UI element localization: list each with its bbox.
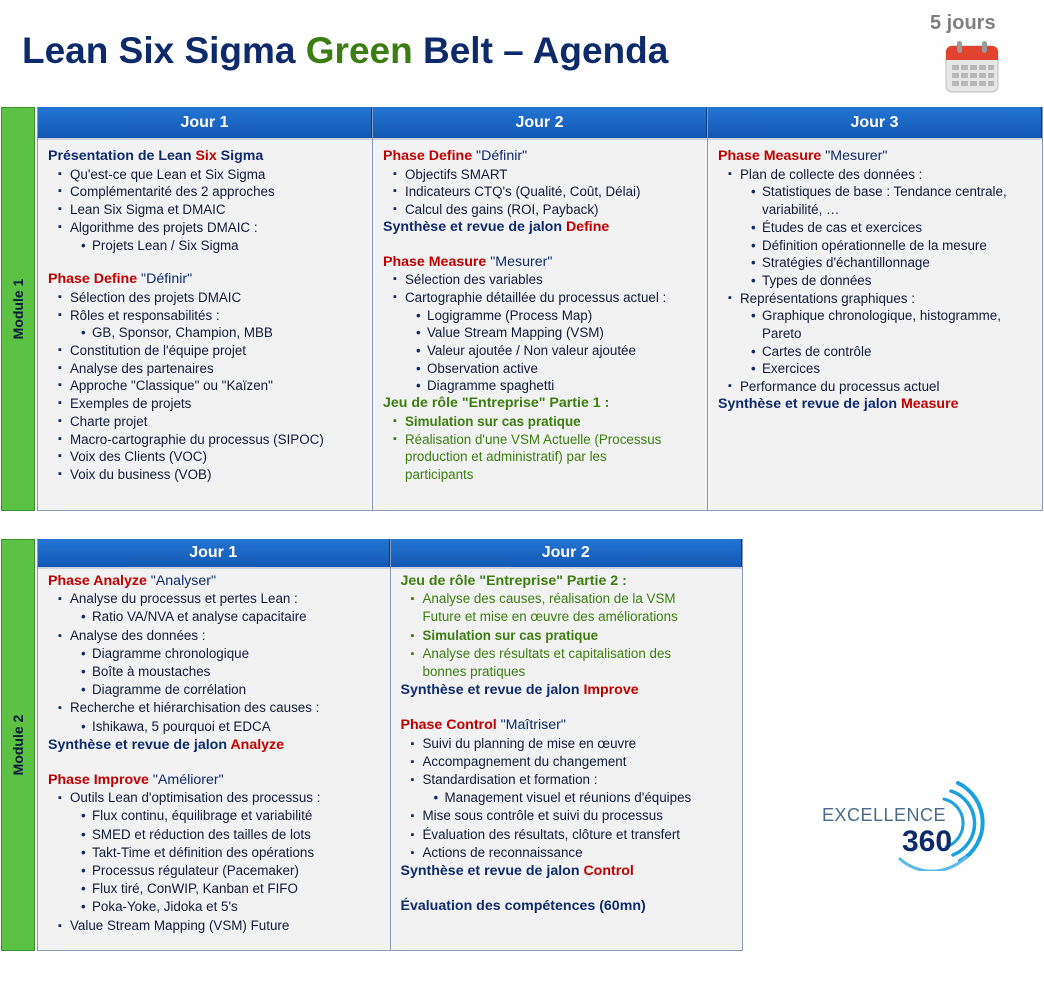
list-item: ▪ Exemples de projets [48, 395, 368, 413]
list-item: ▪ Représentations graphiques : [718, 290, 1038, 308]
section-heading: Phase Analyze "Analyser" [48, 573, 217, 589]
sub-list-item: • Exercices [718, 360, 1038, 378]
day-header: Jour 1 [38, 107, 372, 138]
list-item: ▪ Recherche et hiérarchisation des causes : [48, 699, 386, 717]
list-item: ▪ Calcul des gains (ROI, Payback) [383, 201, 703, 219]
list-item: ▪ Analyse du processus et pertes Lean : [48, 590, 386, 608]
list-item: ▪ Outils Lean d'optimisation des processus : [48, 789, 386, 807]
module-1-day-1 [37, 107, 373, 511]
sub-list-item: • Graphique chronologique, histogramme, [718, 307, 1038, 325]
duration-label: 5 jours [930, 12, 996, 34]
list-item: ▪ Sélection des projets DMAIC [48, 289, 368, 307]
sub-list-item: • Définition opérationnelle de la mesure [718, 237, 1038, 255]
milestone-review: Synthèse et revue de jalon Analyze [48, 736, 285, 753]
page-title: Lean Six Sigma Green Belt – Agenda [22, 30, 669, 71]
list-item: ▪ Analyse des causes, réalisation de la VSM [401, 590, 739, 608]
sub-list-item: • Observation active [383, 360, 703, 378]
list-item: ▪ Actions de reconnaissance [401, 844, 739, 862]
sub-list-item: • Flux continu, équilibrage et variabilité [48, 807, 386, 825]
logo-number: 360 [902, 825, 953, 858]
list-item: ▪ Analyse des résultats et capitalisation des [401, 645, 739, 663]
sub-list-item: • Cartes de contrôle [718, 343, 1038, 361]
sub-list-item-continuation: variabilité, … [762, 202, 840, 218]
module-2-day-2 [391, 539, 744, 951]
day-content [38, 138, 372, 510]
list-item: ▪ Cartographie détaillée du processus actuel : [383, 289, 703, 307]
list-item: ▪ Complémentarité des 2 approches [48, 183, 368, 201]
module-1-day-2 [373, 107, 708, 511]
logo-word: EXCELLENCE [822, 805, 947, 825]
sub-list-item: • Valeur ajoutée / Non valeur ajoutée [383, 342, 703, 360]
list-item: ▪ Analyse des données : [48, 627, 386, 645]
assessment-heading: Évaluation des compétences (60mn) [400, 898, 646, 915]
list-item: ▪ Analyse des partenaires [48, 360, 368, 378]
calendar-icon [944, 40, 1000, 94]
sub-list-item: • Poka-Yoke, Jidoka et 5's [48, 898, 386, 916]
list-item: ▪ Charte projet [48, 413, 368, 431]
sub-list-item: • Flux tiré, ConWIP, Kanban et FIFO [48, 880, 386, 898]
list-item: ▪ Macro-cartographie du processus (SIPOC) [48, 431, 368, 449]
sub-list-item: • Statistiques de base : Tendance centrale, [718, 183, 1038, 201]
sub-list-item: • Management visuel et réunions d'équipes [401, 789, 739, 807]
module-2-tab [1, 539, 35, 951]
sub-list-item: • Boîte à moustaches [48, 663, 386, 681]
module-1-tab [1, 107, 35, 511]
day-header: Jour 2 [391, 539, 743, 567]
list-item: ▪ Simulation sur cas pratique [401, 627, 739, 645]
list-item: ▪ Réalisation d'une VSM Actuelle (Processus [383, 431, 703, 449]
role-play-heading: Jeu de rôle "Entreprise" Partie 2 : [400, 573, 627, 589]
section-heading: Phase Improve "Améliorer" [48, 772, 224, 789]
sub-list-item: • Takt-Time et définition des opérations [48, 844, 386, 862]
sub-list-item: • Ishikawa, 5 pourquoi et EDCA [48, 718, 386, 736]
list-item: ▪ Qu'est-ce que Lean et Six Sigma [48, 166, 368, 184]
milestone-review: Synthèse et revue de jalon Define [383, 218, 610, 235]
list-item: ▪ Value Stream Mapping (VSM) Future [48, 917, 386, 935]
module-1 [1, 107, 1043, 511]
sub-list-item: • Diagramme chronologique [48, 645, 386, 663]
sub-list-item-continuation: Pareto [762, 326, 802, 342]
module-1-day-3 [708, 107, 1043, 511]
sub-list-item: • Diagramme de corrélation [48, 681, 386, 699]
milestone-review: Synthèse et revue de jalon Measure [718, 395, 959, 412]
module-2-day-1 [37, 539, 391, 951]
module-2 [1, 539, 743, 951]
list-item: ▪ Algorithme des projets DMAIC : [48, 219, 368, 237]
milestone-review: Synthèse et revue de jalon Improve [400, 682, 639, 699]
list-item: ▪ Évaluation des résultats, clôture et transfert [401, 826, 739, 844]
module-1-label: Module 1 [10, 278, 26, 340]
list-item: ▪ Simulation sur cas pratique [383, 413, 703, 431]
sub-list-item: • Types de données [718, 272, 1038, 290]
list-item: ▪ Approche "Classique" ou "Kaïzen" [48, 377, 368, 395]
sub-list-item: • GB, Sponsor, Champion, MBB [48, 324, 368, 342]
list-item: ▪ Indicateurs CTQ's (Qualité, Coût, Délai) [383, 183, 703, 201]
list-item: ▪ Accompagnement du changement [401, 753, 739, 771]
list-item: ▪ Sélection des variables [383, 271, 703, 289]
excellence-360-logo [820, 775, 996, 871]
list-item: ▪ Constitution de l'équipe projet [48, 342, 368, 360]
section-heading: Phase Measure "Mesurer" [383, 253, 553, 270]
list-item-continuation: production et administratif) par les [405, 449, 607, 465]
list-item: ▪ Suivi du planning de mise en œuvre [401, 735, 739, 753]
list-item: ▪ Objectifs SMART [383, 166, 703, 184]
list-item: ▪ Standardisation et formation : [401, 771, 739, 789]
sub-list-item: • SMED et réduction des tailles de lots [48, 826, 386, 844]
section-heading: Phase Define "Définir" [48, 271, 193, 288]
day-content [708, 138, 1042, 510]
module-2-label: Module 2 [10, 714, 26, 776]
role-play-heading: Jeu de rôle "Entreprise" Partie 1 : [383, 395, 610, 412]
list-item: ▪ Lean Six Sigma et DMAIC [48, 201, 368, 219]
list-item: ▪ Plan de collecte des données : [718, 166, 1038, 184]
sub-list-item: • Diagramme spaghetti [383, 377, 703, 395]
sub-list-item: • Projets Lean / Six Sigma [48, 237, 368, 255]
list-item: ▪ Performance du processus actuel [718, 378, 1038, 396]
sub-list-item: • Logigramme (Process Map) [383, 307, 703, 325]
sub-list-item: • Value Stream Mapping (VSM) [383, 324, 703, 342]
list-item: ▪ Rôles et responsabilités : [48, 307, 368, 325]
sub-list-item: • Stratégies d'échantillonnage [718, 254, 1038, 272]
section-heading: Phase Control "Maîtriser" [400, 717, 566, 734]
section-heading: Phase Measure "Mesurer" [718, 148, 888, 164]
list-item-continuation: bonnes pratiques [422, 664, 526, 680]
sub-list-item: • Études de cas et exercices [718, 219, 1038, 237]
day-header: Jour 2 [373, 107, 707, 138]
section-heading: Présentation de Lean Six Sigma [48, 148, 264, 164]
sub-list-item: • Processus régulateur (Pacemaker) [48, 862, 386, 880]
milestone-review: Synthèse et revue de jalon Control [400, 863, 634, 880]
day-header: Jour 1 [38, 539, 390, 567]
list-item: ▪ Voix des Clients (VOC) [48, 448, 368, 466]
section-heading: Phase Define "Définir" [383, 148, 528, 164]
sub-list-item: • Ratio VA/NVA et analyse capacitaire [48, 608, 386, 626]
list-item: ▪ Mise sous contrôle et suivi du processus [401, 807, 739, 825]
day-content [38, 567, 390, 950]
list-item-continuation: participants [405, 466, 474, 482]
day-content [373, 138, 707, 510]
list-item: ▪ Voix du business (VOB) [48, 466, 368, 484]
list-item-continuation: Future et mise en œuvre des améliorations [422, 609, 678, 625]
day-content [391, 567, 743, 950]
day-header: Jour 3 [708, 107, 1042, 138]
